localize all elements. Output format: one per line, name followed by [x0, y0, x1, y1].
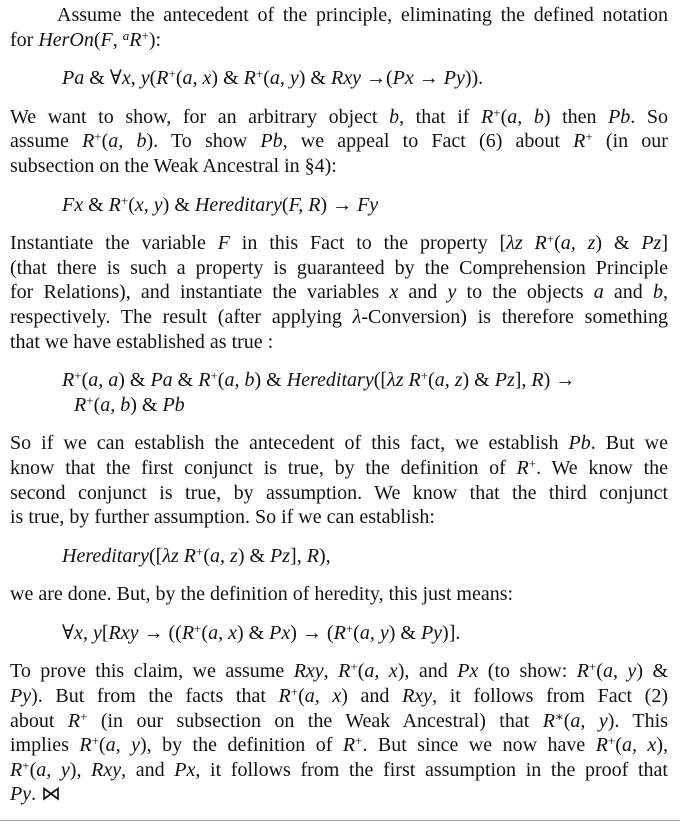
display-formula — [62, 368, 668, 417]
text-line: (that there is such a property is guaranteed by the Comprehension Principle — [10, 256, 668, 279]
text-line: We want to show, for an arbitrary object b, that if R+(a, b) then Pb. So — [10, 104, 668, 128]
page-bottom-rule — [0, 820, 680, 821]
text-line: we are done. But, by the definition of heredity, this just means: — [10, 583, 514, 606]
formula-line: Fx & R+(x, y) & Hereditary(F, R) → Fy — [62, 192, 379, 216]
text-line: Assume the antecedent of the principle, eliminating the defined notation — [57, 4, 668, 26]
text-line: second conjunct is true, by assumption. We know that the third conjunct — [10, 481, 668, 504]
formula-line: ∀x, y[Rxy → ((R+(a, x) & Px) → (R+(a, y) & Py)]. — [62, 620, 461, 644]
text-line: for Relations), and instantiate the variables x and y to the objects a and b, — [10, 281, 668, 304]
display-formula — [62, 193, 668, 218]
text-line: R+(a, y), Rxy, and Px, it follows from the first assumption in the proof that — [10, 757, 668, 781]
formula-line: Pa & ∀x, y(R+(a, x) & R+(a, y) & Rxy →(Px → Py)). — [62, 66, 484, 90]
paragraph — [10, 3, 668, 52]
text-line: To prove this claim, we assume Rxy, R+(a, x), and Px (to show: R+(a, y) & — [10, 659, 668, 683]
text-line: is true, by further assumption. So if we can establish: — [10, 506, 435, 529]
display-formula — [62, 66, 668, 91]
document-body — [10, 3, 668, 807]
text-line: assume R+(a, b). To show Pb, we appeal to Fact (6) about R+ (in our — [10, 129, 668, 153]
text-line: for HerOn(F, $^a$R+): — [10, 27, 162, 51]
paragraph — [10, 105, 668, 179]
paragraph — [10, 659, 668, 807]
text-line: know that the first conjunct is true, by the definition of R+. We know the — [10, 455, 668, 479]
text-line: Py). But from the facts that R+(a, x) and Rxy, it follows from Fact (2) — [10, 684, 668, 708]
formula-line: R+(a, b) & Pb — [74, 392, 185, 416]
formula-line: R+(a, a) & Pa & R+(a, b) & Hereditary([λz R+(a, z) & Pz], R) → — [62, 368, 576, 392]
paragraph — [10, 582, 668, 607]
paragraph — [10, 431, 668, 529]
text-line: that we have established as true : — [10, 330, 274, 353]
display-formula — [62, 621, 668, 646]
text-line: respectively. The result (after applying λ-Conversion) is therefore something — [10, 305, 669, 328]
text-line: implies R+(a, y), by the definition of R+. But since we now have R+(a, x), — [10, 733, 668, 757]
text-line: subsection on the Weak Ancestral in §4): — [10, 154, 337, 177]
text-line: Py. ⋈ — [10, 783, 62, 806]
text-line: about R+ (in our subsection on the Weak Ancestral) that R∗(a, y). This — [10, 708, 668, 732]
display-formula — [62, 544, 668, 569]
formula-line: Hereditary([λz R+(a, z) & Pz], R), — [62, 543, 331, 567]
text-line: So if we can establish the antecedent of this fact, we establish Pb. But we — [10, 432, 668, 455]
paragraph — [10, 231, 668, 354]
text-line: Instantiate the variable F in this Fact to the property [λz R+(a, z) & Pz] — [10, 231, 669, 255]
